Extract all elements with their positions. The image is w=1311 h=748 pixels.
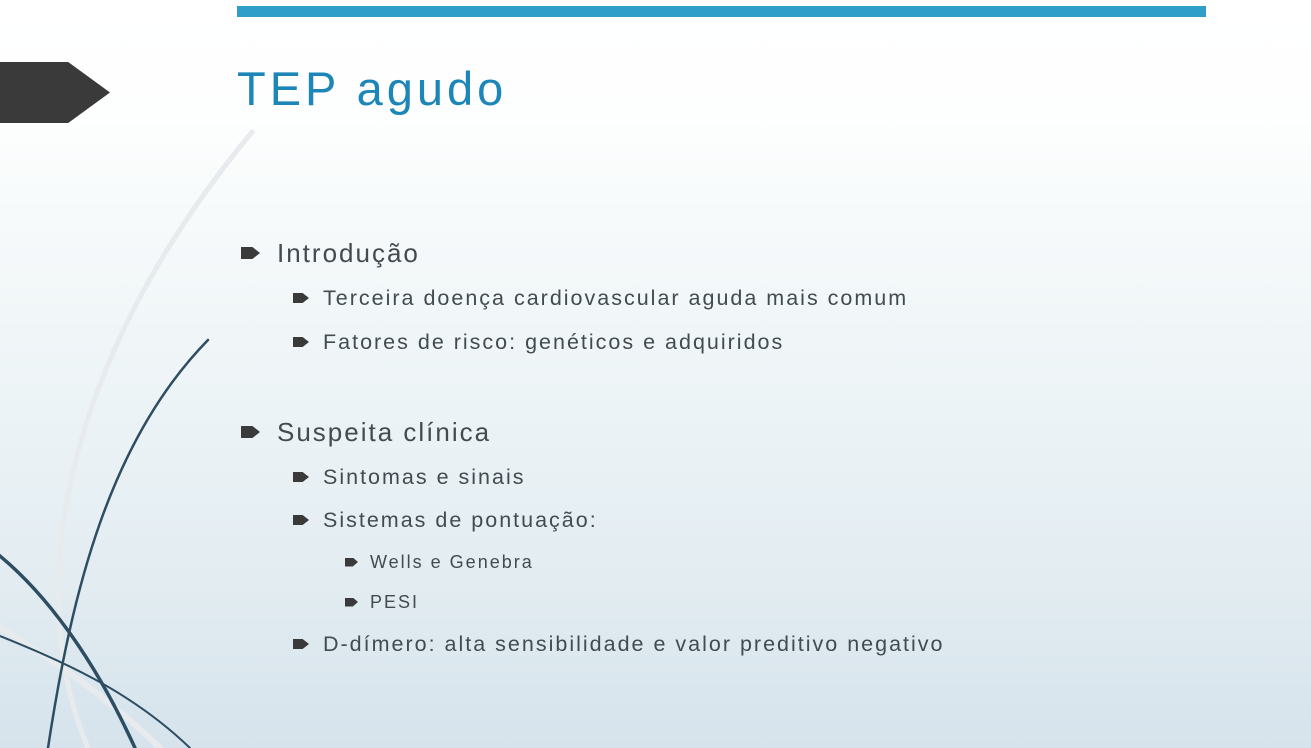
list-item xyxy=(293,462,526,492)
list-item xyxy=(293,505,598,535)
list-item-text: Terceira doença cardiovascular aguda mais comum xyxy=(323,285,909,310)
tag-bullet-icon xyxy=(241,247,260,259)
tag-bullet-icon xyxy=(293,472,309,482)
list-item-text: Wells e Genebra xyxy=(370,551,534,572)
list-item-text: Suspeita clínica xyxy=(277,416,492,447)
list-item xyxy=(293,327,784,357)
top-accent-bar xyxy=(237,6,1206,17)
list-item xyxy=(241,236,420,270)
tag-bullet-icon xyxy=(345,598,358,607)
tag-bullet-icon xyxy=(293,515,309,525)
list-item xyxy=(293,283,908,313)
tag-bullet-icon xyxy=(345,558,358,567)
list-item-text: Introdução xyxy=(277,237,420,268)
tag-bullet-icon xyxy=(293,337,309,347)
list-item-text: Sintomas e sinais xyxy=(323,464,526,489)
list-item xyxy=(345,549,534,575)
tag-bullet-icon xyxy=(293,293,309,303)
list-item xyxy=(345,589,419,615)
tag-bullet-icon xyxy=(241,426,260,438)
tag-bullet-icon xyxy=(293,639,309,649)
list-item-text: Sistemas de pontuação: xyxy=(323,507,598,532)
list-item-text: Fatores de risco: genéticos e adquiridos xyxy=(323,329,785,354)
list-item xyxy=(293,629,945,659)
list-item-text: PESI xyxy=(370,591,420,612)
slide-title: TEP agudo xyxy=(237,62,508,115)
list-item xyxy=(241,415,491,449)
title-arrow-icon xyxy=(0,62,110,123)
list-item-text: D-dímero: alta sensibilidade e valor preditivo negativo xyxy=(323,631,945,656)
